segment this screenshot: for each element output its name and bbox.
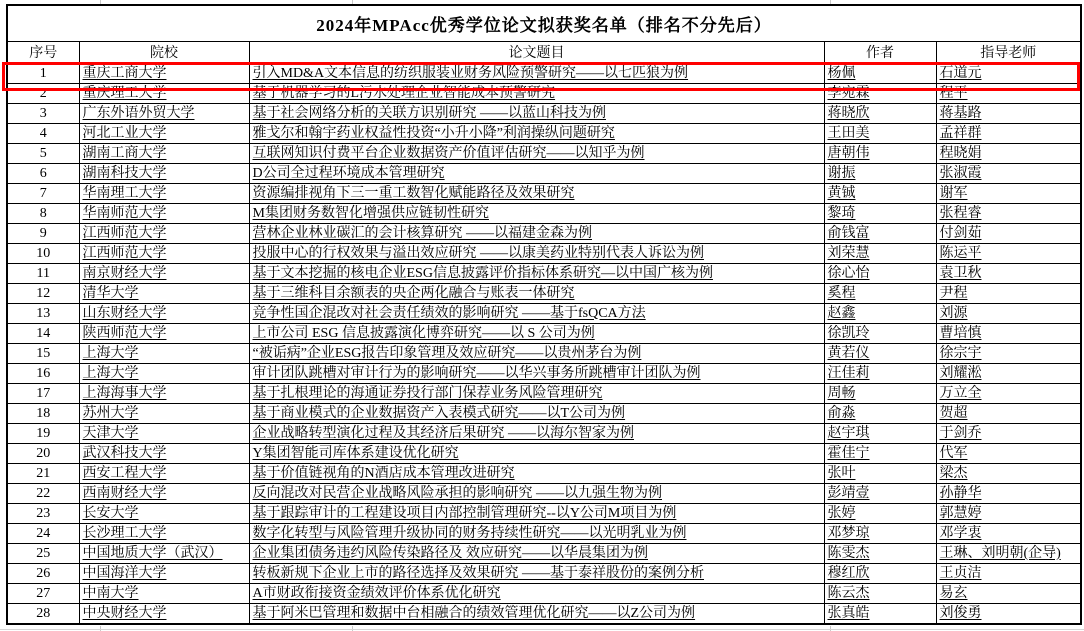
cell-index[interactable]: 11 [7, 263, 79, 283]
cell-school[interactable]: 中国海洋大学 [79, 563, 249, 583]
table-row [7, 563, 1081, 583]
table-row [7, 243, 1081, 263]
table-row [7, 123, 1081, 143]
cell-thesis-title[interactable]: 竞争性国企混改对社会责任绩效的影响研究 ——基于fsQCA方法 [249, 303, 824, 323]
cell-advisor[interactable]: 万立全 [936, 383, 1081, 403]
cell-thesis-title[interactable]: 基于商业模式的企业数据资产入表模式研究——以T公司为例 [249, 403, 824, 423]
column-header-author[interactable]: 作者 [824, 41, 936, 63]
cell-index[interactable]: 4 [7, 123, 79, 143]
cell-index[interactable]: 10 [7, 243, 79, 263]
cell-author[interactable]: 赵鑫 [824, 303, 936, 323]
cell-index[interactable]: 24 [7, 523, 79, 543]
cell-advisor[interactable]: 于剑乔 [936, 423, 1081, 443]
table-row [7, 583, 1081, 603]
cell-author[interactable]: 张叶 [824, 463, 936, 483]
cell-author[interactable]: 霍佳宁 [824, 443, 936, 463]
cell-author[interactable]: 黄若仪 [824, 343, 936, 363]
title-row [7, 5, 1081, 41]
cell-index[interactable]: 13 [7, 303, 79, 323]
table-row [7, 203, 1081, 223]
cell-index[interactable]: 18 [7, 403, 79, 423]
cell-advisor[interactable]: 代军 [936, 443, 1081, 463]
cell-author[interactable]: 黎琦 [824, 203, 936, 223]
cell-index[interactable]: 1 [7, 63, 79, 83]
cell-index[interactable]: 23 [7, 503, 79, 523]
cell-thesis-title[interactable]: M集团财务数智化增强供应链韧性研究 [249, 203, 824, 223]
table-row [7, 463, 1081, 483]
cell-school[interactable]: 华南师范大学 [79, 203, 249, 223]
table-title[interactable]: 2024年MPAcc优秀学位论文拟获奖名单（排名不分先后） [7, 5, 1081, 41]
cell-thesis-title[interactable]: 资源编排视角下三一重工数智化赋能路径及效果研究 [249, 183, 824, 203]
cell-school[interactable]: 西南财经大学 [79, 483, 249, 503]
cell-advisor[interactable]: 刘耀淞 [936, 363, 1081, 383]
cell-index[interactable]: 28 [7, 603, 79, 624]
header-row [7, 41, 1081, 63]
cell-school[interactable]: 苏州大学 [79, 403, 249, 423]
cell-school[interactable]: 陕西师范大学 [79, 323, 249, 343]
cell-thesis-title[interactable]: 上市公司 ESG 信息披露演化博弈研究——以 S 公司为例 [249, 323, 824, 343]
cell-thesis-title[interactable]: 互联网知识付费平台企业数据资产价值评估研究——以知乎为例 [249, 143, 824, 163]
cell-advisor[interactable]: 刘俊勇 [936, 603, 1081, 624]
cell-advisor[interactable]: 徐宗宇 [936, 343, 1081, 363]
table-row [7, 603, 1081, 624]
cell-author[interactable]: 赵宇琪 [824, 423, 936, 443]
cell-thesis-title[interactable]: Y集团智能司库体系建设优化研究 [249, 443, 824, 463]
cell-thesis-title[interactable]: A市财政衔接资金绩效评价体系优化研究 [249, 583, 824, 603]
cell-author[interactable]: 陈云杰 [824, 583, 936, 603]
cell-author[interactable]: 徐凯玲 [824, 323, 936, 343]
column-header-thesis[interactable]: 论文题目 [249, 41, 824, 63]
table-row [7, 263, 1081, 283]
cell-advisor[interactable]: 陈运平 [936, 243, 1081, 263]
cell-index[interactable]: 27 [7, 583, 79, 603]
cell-school[interactable]: 长安大学 [79, 503, 249, 523]
cell-advisor[interactable]: 蒋基路 [936, 103, 1081, 123]
table-row [7, 523, 1081, 543]
cell-advisor[interactable]: 袁卫秋 [936, 263, 1081, 283]
cell-school[interactable]: 湖南工商大学 [79, 143, 249, 163]
table-row [7, 423, 1081, 443]
cell-advisor[interactable]: 王琳、刘明朝(企导) [936, 543, 1081, 563]
cell-thesis-title[interactable]: 基于跟踪审计的工程建设项目内部控制管理研究--以Y公司M项目为例 [249, 503, 824, 523]
cell-author[interactable]: 汪佳莉 [824, 363, 936, 383]
table-row [7, 303, 1081, 323]
table-row [7, 483, 1081, 503]
cell-school[interactable]: 江西师范大学 [79, 223, 249, 243]
column-header-advisor[interactable]: 指导老师 [936, 41, 1081, 63]
cell-advisor[interactable]: 程平 [936, 83, 1081, 103]
table-row [7, 403, 1081, 423]
table-row [7, 83, 1081, 103]
cell-school[interactable]: 中国地质大学（武汉） [79, 543, 249, 563]
cell-thesis-title[interactable]: 基于扎根理论的海通证券投行部门保荐业务风险管理研究 [249, 383, 824, 403]
cell-school[interactable]: 中南大学 [79, 583, 249, 603]
cell-school[interactable]: 湖南科技大学 [79, 163, 249, 183]
cell-index[interactable]: 6 [7, 163, 79, 183]
cell-school[interactable]: 重庆理工大学 [79, 83, 249, 103]
cell-school[interactable]: 长沙理工大学 [79, 523, 249, 543]
cell-index[interactable]: 5 [7, 143, 79, 163]
table-row [7, 143, 1081, 163]
cell-advisor[interactable]: 程晓娟 [936, 143, 1081, 163]
cell-index[interactable]: 22 [7, 483, 79, 503]
cell-thesis-title[interactable]: 企业战略转型演化过程及其经济后果研究 ——以海尔智家为例 [249, 423, 824, 443]
cell-thesis-title[interactable]: D公司全过程环境成本管理研究 [249, 163, 824, 183]
cell-index[interactable]: 21 [7, 463, 79, 483]
cell-school[interactable]: 清华大学 [79, 283, 249, 303]
cell-author[interactable]: 蒋晓欣 [824, 103, 936, 123]
cell-author[interactable]: 张婷 [824, 503, 936, 523]
table-row [7, 323, 1081, 343]
cell-thesis-title[interactable]: 企业集团债务违约风险传染路径及 效应研究——以华晨集团为例 [249, 543, 824, 563]
cell-author[interactable]: 彭靖壹 [824, 483, 936, 503]
cell-index[interactable]: 12 [7, 283, 79, 303]
cell-advisor[interactable]: 贺超 [936, 403, 1081, 423]
cell-author[interactable]: 俞淼 [824, 403, 936, 423]
cell-author[interactable]: 李宛霖 [824, 83, 936, 103]
cell-school[interactable]: 上海海事大学 [79, 383, 249, 403]
sheet-gridline [100, 0, 101, 4]
cell-index[interactable]: 14 [7, 323, 79, 343]
cell-school[interactable]: 南京财经大学 [79, 263, 249, 283]
cell-author[interactable]: 张真皓 [824, 603, 936, 624]
cell-author[interactable]: 杨佩 [824, 63, 936, 83]
cell-thesis-title[interactable]: 基于价值链视角的N酒店成本管理改进研究 [249, 463, 824, 483]
cell-thesis-title[interactable]: 数字化转型与风险管理升级协同的财务持续性研究——以光明乳业为例 [249, 523, 824, 543]
cell-thesis-title[interactable]: 基于社会网络分析的关联方识别研究 ——以蓝山科技为例 [249, 103, 824, 123]
cell-thesis-title[interactable]: 转板新规下企业上市的路径选择及效果研究 ——基于泰祥股份的案例分析 [249, 563, 824, 583]
cell-school[interactable]: 江西师范大学 [79, 243, 249, 263]
cell-thesis-title[interactable]: 雅戈尔和翰宇药业权益性投资“小升小降”利润操纵问题研究 [249, 123, 824, 143]
sheet-gridline [830, 0, 831, 4]
cell-author[interactable]: 邓梦琼 [824, 523, 936, 543]
cell-advisor[interactable]: 梁杰 [936, 463, 1081, 483]
cell-thesis-title[interactable]: 营林企业林业碳汇的会计核算研究 ——以福建金森为例 [249, 223, 824, 243]
cell-advisor[interactable]: 王贞洁 [936, 563, 1081, 583]
table-row [7, 443, 1081, 463]
cell-school[interactable]: 华南理工大学 [79, 183, 249, 203]
cell-school[interactable]: 西安工程大学 [79, 463, 249, 483]
cell-advisor[interactable]: 易玄 [936, 583, 1081, 603]
cell-index[interactable]: 9 [7, 223, 79, 243]
cell-school[interactable]: 中央财经大学 [79, 603, 249, 624]
cell-thesis-title[interactable]: 基于三维科目余额表的央企两化融合与账表一体研究 [249, 283, 824, 303]
cell-index[interactable]: 15 [7, 343, 79, 363]
cell-index[interactable]: 3 [7, 103, 79, 123]
table-row [7, 63, 1081, 83]
cell-author[interactable]: 陈雯杰 [824, 543, 936, 563]
awards-table [6, 4, 1082, 625]
cell-advisor[interactable]: 刘源 [936, 303, 1081, 323]
cell-index[interactable]: 7 [7, 183, 79, 203]
cell-thesis-title[interactable]: 基于机器学习的L污水处理企业智能成本预警研究 [249, 83, 824, 103]
table-row [7, 103, 1081, 123]
cell-thesis-title[interactable]: 投服中心的行权效果与溢出效应研究 ——以康美药业特别代表人诉讼为例 [249, 243, 824, 263]
sheet-gridline [352, 0, 353, 4]
cell-index[interactable]: 16 [7, 363, 79, 383]
table-row [7, 283, 1081, 303]
table-row [7, 503, 1081, 523]
sheet-gridline [0, 629, 1084, 630]
cell-thesis-title[interactable]: 反向混改对民营企业战略风险承担的影响研究 ——以九强生物为例 [249, 483, 824, 503]
table-row [7, 383, 1081, 403]
cell-index[interactable]: 19 [7, 423, 79, 443]
cell-advisor[interactable]: 曹培慎 [936, 323, 1081, 343]
cell-advisor[interactable]: 谢军 [936, 183, 1081, 203]
cell-school[interactable]: 河北工业大学 [79, 123, 249, 143]
column-header-index[interactable]: 序号 [7, 41, 79, 63]
cell-author[interactable]: 奚程 [824, 283, 936, 303]
cell-advisor[interactable]: 张淑霞 [936, 163, 1081, 183]
cell-advisor[interactable]: 石道元 [936, 63, 1081, 83]
cell-school[interactable]: 上海大学 [79, 343, 249, 363]
cell-author[interactable]: 俞钱富 [824, 223, 936, 243]
cell-author[interactable]: 刘荣慧 [824, 243, 936, 263]
cell-advisor[interactable]: 邓学衷 [936, 523, 1081, 543]
cell-author[interactable]: 周畅 [824, 383, 936, 403]
column-header-school[interactable]: 院校 [79, 41, 249, 63]
cell-index[interactable]: 25 [7, 543, 79, 563]
table-row [7, 543, 1081, 563]
cell-index[interactable]: 17 [7, 383, 79, 403]
cell-index[interactable]: 2 [7, 83, 79, 103]
table-row [7, 163, 1081, 183]
cell-school[interactable]: 武汉科技大学 [79, 443, 249, 463]
cell-advisor[interactable]: 张程睿 [936, 203, 1081, 223]
cell-advisor[interactable]: 尹程 [936, 283, 1081, 303]
cell-index[interactable]: 26 [7, 563, 79, 583]
cell-school[interactable]: 广东外语外贸大学 [79, 103, 249, 123]
table-row [7, 363, 1081, 383]
cell-author[interactable]: 王田美 [824, 123, 936, 143]
cell-school[interactable]: 重庆工商大学 [79, 63, 249, 83]
cell-index[interactable]: 8 [7, 203, 79, 223]
cell-advisor[interactable]: 孟祥群 [936, 123, 1081, 143]
cell-thesis-title[interactable]: “被诟病”企业ESG报告印象管理及效应研究——以贵州茅台为例 [249, 343, 824, 363]
cell-thesis-title[interactable]: 基于文本挖掘的核电企业ESG信息披露评价指标体系研究—以中国广核为例 [249, 263, 824, 283]
cell-school[interactable]: 天津大学 [79, 423, 249, 443]
cell-author[interactable]: 徐心怡 [824, 263, 936, 283]
cell-author[interactable]: 黄铖 [824, 183, 936, 203]
table-row [7, 183, 1081, 203]
cell-advisor[interactable]: 孙静华 [936, 483, 1081, 503]
cell-advisor[interactable]: 郭慧婷 [936, 503, 1081, 523]
cell-author[interactable]: 谢振 [824, 163, 936, 183]
cell-thesis-title[interactable]: 引入MD&A文本信息的纺织服装业财务风险预警研究——以七匹狼为例 [249, 63, 824, 83]
cell-index[interactable]: 20 [7, 443, 79, 463]
cell-thesis-title[interactable]: 审计团队跳槽对审计行为的影响研究——以华兴事务所跳槽审计团队为例 [249, 363, 824, 383]
cell-school[interactable]: 山东财经大学 [79, 303, 249, 323]
table-row [7, 223, 1081, 243]
cell-advisor[interactable]: 付剑茹 [936, 223, 1081, 243]
cell-author[interactable]: 穆红欣 [824, 563, 936, 583]
cell-thesis-title[interactable]: 基于阿米巴管理和数据中台相融合的绩效管理优化研究——以Z公司为例 [249, 603, 824, 624]
table-row [7, 343, 1081, 363]
cell-author[interactable]: 唐朝伟 [824, 143, 936, 163]
cell-school[interactable]: 上海大学 [79, 363, 249, 383]
